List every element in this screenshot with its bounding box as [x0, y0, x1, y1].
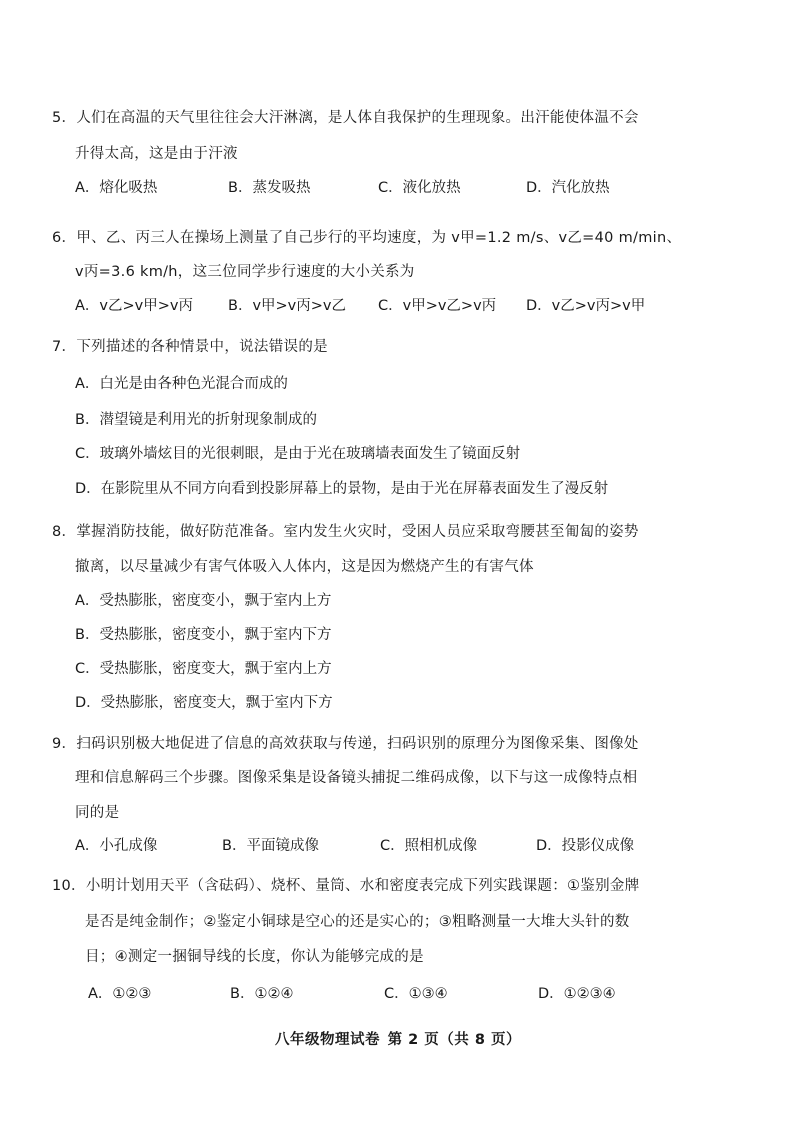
- question-text: 5．人们在高温的天气里往往会大汗淋漓，是人体自我保护的生理现象。出汗能使体温不会: [52, 110, 639, 126]
- option-c: C．受热膨胀，密度变大，飘于室内上方: [75, 661, 332, 677]
- option-c: C．照相机成像: [380, 838, 478, 854]
- option-d: D．在影院里从不同方向看到投影屏幕上的景物，是由于光在屏幕表面发生了漫反射: [75, 481, 609, 497]
- option-b: B．蒸发吸热: [228, 180, 311, 196]
- page-number: 第 2 页（共 8 页）: [387, 1032, 521, 1048]
- option-d: D．受热膨胀，密度变大，飘于室内下方: [75, 695, 333, 711]
- option-d: D．①②③④: [538, 986, 616, 1002]
- option-c: C．液化放热: [378, 180, 461, 196]
- option-a: A．①②③: [88, 986, 152, 1002]
- question-text: 升得太高，这是由于汗液: [75, 146, 238, 162]
- option-c: C．玻璃外墙炫目的光很刺眼，是由于光在玻璃墙表面发生了镜面反射: [75, 446, 521, 462]
- question-text: 撤离，以尽量减少有害气体吸入人体内，这是因为燃烧产生的有害气体: [75, 559, 534, 575]
- option-d: D．投影仪成像: [536, 838, 635, 854]
- option-b: B．受热膨胀，密度变小，飘于室内下方: [75, 627, 332, 643]
- option-d: D．v乙>v丙>v甲: [526, 298, 646, 314]
- exam-title: 八年级物理试卷: [275, 1032, 381, 1048]
- option-b: B．①②④: [230, 986, 294, 1002]
- option-a: A．白光是由各种色光混合而成的: [75, 376, 288, 392]
- question-text: 是否是纯金制作；②鉴定小铜球是空心的还是实心的；③粗略测量一大堆大头针的数: [85, 914, 630, 930]
- option-d: D．汽化放热: [526, 180, 610, 196]
- option-b: B．潜望镜是利用光的折射现象制成的: [75, 412, 317, 428]
- page-footer: [0, 1030, 794, 1050]
- option-b: B．平面镜成像: [222, 838, 319, 854]
- question-text: 10．小明计划用天平（含砝码）、烧杯、量筒、水和密度表完成下列实践课题：①鉴别金牌: [52, 878, 640, 894]
- question-text: v丙=3.6 km/h，这三位同学步行速度的大小关系为: [75, 264, 415, 280]
- option-c: C．v甲>v乙>v丙: [378, 298, 497, 314]
- question-text: 6．甲、乙、丙三人在操场上测量了自己步行的平均速度，为 v甲=1.2 m/s、v乙=40 m/min、: [52, 230, 682, 246]
- question-text: 9．扫码识别极大地促进了信息的高效获取与传递，扫码识别的原理分为图像采集、图像处: [52, 736, 639, 752]
- question-text: 理和信息解码三个步骤。图像采集是设备镜头捕捉二维码成像，以下与这一成像特点相: [75, 770, 638, 786]
- question-text: 同的是: [75, 805, 120, 821]
- option-b: B．v甲>v丙>v乙: [228, 298, 346, 314]
- option-a: A．v乙>v甲>v丙: [75, 298, 193, 314]
- option-c: C．①③④: [384, 986, 448, 1002]
- option-a: A．受热膨胀，密度变小，飘于室内上方: [75, 593, 332, 609]
- question-text: 8．掌握消防技能，做好防范准备。室内发生火灾时，受困人员应采取弯腰甚至匍匐的姿势: [52, 524, 639, 540]
- option-a: A．小孔成像: [75, 838, 158, 854]
- question-text: 目；④测定一捆铜导线的长度，你认为能够完成的是: [85, 949, 424, 965]
- question-text: 7．下列描述的各种情景中，说法错误的是: [52, 339, 328, 355]
- option-a: A．熔化吸热: [75, 180, 158, 196]
